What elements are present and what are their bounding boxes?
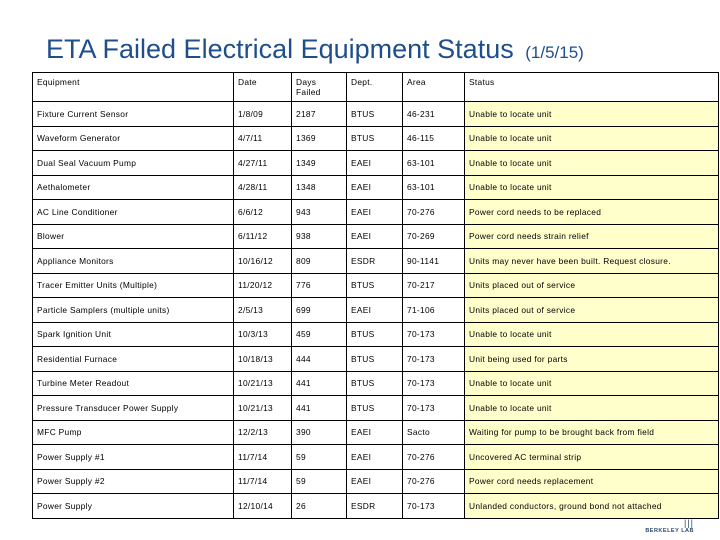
cell-date: 11/7/14	[234, 469, 292, 494]
cell-area: 70-217	[403, 273, 465, 298]
cell-area: 70-173	[403, 396, 465, 421]
cell-days-failed: 444	[292, 347, 347, 372]
cell-days-failed: 26	[292, 494, 347, 519]
cell-status: Unable to locate unit	[465, 151, 719, 176]
cell-equipment: Fixture Current Sensor	[33, 102, 234, 127]
cell-date: 4/28/11	[234, 175, 292, 200]
cell-date: 2/5/13	[234, 298, 292, 323]
table-row	[33, 445, 719, 470]
cell-area: 70-173	[403, 371, 465, 396]
table-row	[33, 126, 719, 151]
cell-area: 46-115	[403, 126, 465, 151]
cell-days-failed: 776	[292, 273, 347, 298]
cell-status: Power cord needs strain relief	[465, 224, 719, 249]
cell-status: Uncovered AC terminal strip	[465, 445, 719, 470]
cell-dept: ESDR	[347, 494, 403, 519]
table-header-row	[33, 73, 719, 102]
cell-area: 46-231	[403, 102, 465, 127]
page-title	[46, 34, 584, 65]
cell-status: Units placed out of service	[465, 273, 719, 298]
cell-area: 70-276	[403, 469, 465, 494]
cell-dept: ESDR	[347, 249, 403, 274]
cell-date: 10/21/13	[234, 396, 292, 421]
cell-equipment: Turbine Meter Readout	[33, 371, 234, 396]
cell-days-failed: 699	[292, 298, 347, 323]
cell-equipment: Power Supply	[33, 494, 234, 519]
table-row	[33, 347, 719, 372]
cell-area: Sacto	[403, 420, 465, 445]
cell-days-failed: 1369	[292, 126, 347, 151]
cell-equipment: Dual Seal Vacuum Pump	[33, 151, 234, 176]
cell-area: 71-106	[403, 298, 465, 323]
cell-days-failed: 938	[292, 224, 347, 249]
cell-area: 63-101	[403, 151, 465, 176]
logo-name: BERKELEY LAB	[645, 528, 694, 534]
column-header-days-failed: Days Failed	[292, 73, 347, 102]
cell-equipment: Power Supply #1	[33, 445, 234, 470]
title-date: (1/5/15)	[525, 43, 584, 62]
cell-equipment: Particle Samplers (multiple units)	[33, 298, 234, 323]
cell-status: Unable to locate unit	[465, 102, 719, 127]
cell-equipment: Pressure Transducer Power Supply	[33, 396, 234, 421]
cell-area: 70-269	[403, 224, 465, 249]
cell-area: 63-101	[403, 175, 465, 200]
cell-dept: EAEI	[347, 200, 403, 225]
cell-area: 70-276	[403, 200, 465, 225]
cell-date: 4/27/11	[234, 151, 292, 176]
cell-date: 6/11/12	[234, 224, 292, 249]
cell-status: Waiting for pump to be brought back from field	[465, 420, 719, 445]
cell-dept: BTUS	[347, 126, 403, 151]
cell-days-failed: 59	[292, 445, 347, 470]
cell-status: Unable to locate unit	[465, 322, 719, 347]
cell-date: 10/3/13	[234, 322, 292, 347]
cell-date: 10/16/12	[234, 249, 292, 274]
cell-status: Power cord needs replacement	[465, 469, 719, 494]
cell-equipment: MFC Pump	[33, 420, 234, 445]
cell-dept: BTUS	[347, 102, 403, 127]
cell-date: 4/7/11	[234, 126, 292, 151]
cell-area: 70-173	[403, 494, 465, 519]
cell-status: Units placed out of service	[465, 298, 719, 323]
column-header-date: Date	[234, 73, 292, 102]
cell-area: 90-1141	[403, 249, 465, 274]
cell-status: Unable to locate unit	[465, 396, 719, 421]
cell-area: 70-173	[403, 322, 465, 347]
cell-date: 10/18/13	[234, 347, 292, 372]
cell-days-failed: 390	[292, 420, 347, 445]
cell-dept: BTUS	[347, 273, 403, 298]
cell-dept: EAEI	[347, 445, 403, 470]
table-row	[33, 102, 719, 127]
cell-dept: EAEI	[347, 298, 403, 323]
cell-status: Unlanded conductors, ground bond not attached	[465, 494, 719, 519]
cell-days-failed: 1349	[292, 151, 347, 176]
cell-status: Unable to locate unit	[465, 126, 719, 151]
cell-days-failed: 441	[292, 371, 347, 396]
cell-dept: BTUS	[347, 371, 403, 396]
table-row	[33, 200, 719, 225]
cell-date: 12/10/14	[234, 494, 292, 519]
cell-dept: BTUS	[347, 396, 403, 421]
cell-status: Units may never have been built. Request closure.	[465, 249, 719, 274]
cell-status: Unit being used for parts	[465, 347, 719, 372]
table-row	[33, 420, 719, 445]
cell-days-failed: 59	[292, 469, 347, 494]
cell-dept: EAEI	[347, 151, 403, 176]
table-row	[33, 224, 719, 249]
berkeley-lab-logo	[645, 518, 694, 534]
cell-date: 1/8/09	[234, 102, 292, 127]
cell-status: Unable to locate unit	[465, 175, 719, 200]
cell-equipment: Aethalometer	[33, 175, 234, 200]
table-row	[33, 175, 719, 200]
table-row	[33, 273, 719, 298]
cell-status: Unable to locate unit	[465, 371, 719, 396]
cell-days-failed: 1348	[292, 175, 347, 200]
cell-days-failed: 2187	[292, 102, 347, 127]
cell-days-failed: 459	[292, 322, 347, 347]
table-row	[33, 249, 719, 274]
cell-area: 70-173	[403, 347, 465, 372]
cell-dept: EAEI	[347, 420, 403, 445]
title-text: ETA Failed Electrical Equipment Status	[46, 34, 514, 64]
cell-date: 12/2/13	[234, 420, 292, 445]
cell-dept: EAEI	[347, 175, 403, 200]
cell-equipment: Appliance Monitors	[33, 249, 234, 274]
cell-area: 70-276	[403, 445, 465, 470]
table-row	[33, 469, 719, 494]
table-row	[33, 151, 719, 176]
table-row	[33, 396, 719, 421]
logo-mark: |||	[683, 518, 694, 528]
column-header-equipment: Equipment	[33, 73, 234, 102]
cell-dept: BTUS	[347, 322, 403, 347]
column-header-area: Area	[403, 73, 465, 102]
column-header-status: Status	[465, 73, 719, 102]
cell-dept: EAEI	[347, 469, 403, 494]
table-row	[33, 298, 719, 323]
cell-equipment: Power Supply #2	[33, 469, 234, 494]
cell-date: 11/7/14	[234, 445, 292, 470]
cell-date: 6/6/12	[234, 200, 292, 225]
cell-equipment: AC Line Conditioner	[33, 200, 234, 225]
table-row	[33, 322, 719, 347]
cell-days-failed: 943	[292, 200, 347, 225]
cell-dept: BTUS	[347, 347, 403, 372]
column-header-dept: Dept.	[347, 73, 403, 102]
cell-status: Power cord needs to be replaced	[465, 200, 719, 225]
cell-equipment: Spark Ignition Unit	[33, 322, 234, 347]
cell-equipment: Blower	[33, 224, 234, 249]
cell-date: 11/20/12	[234, 273, 292, 298]
equipment-status-table	[32, 72, 719, 519]
cell-equipment: Tracer Emitter Units (Multiple)	[33, 273, 234, 298]
cell-equipment: Residential Furnace	[33, 347, 234, 372]
cell-days-failed: 809	[292, 249, 347, 274]
table-row	[33, 494, 719, 519]
cell-days-failed: 441	[292, 396, 347, 421]
cell-equipment: Waveform Generator	[33, 126, 234, 151]
cell-dept: EAEI	[347, 224, 403, 249]
table-row	[33, 371, 719, 396]
cell-date: 10/21/13	[234, 371, 292, 396]
